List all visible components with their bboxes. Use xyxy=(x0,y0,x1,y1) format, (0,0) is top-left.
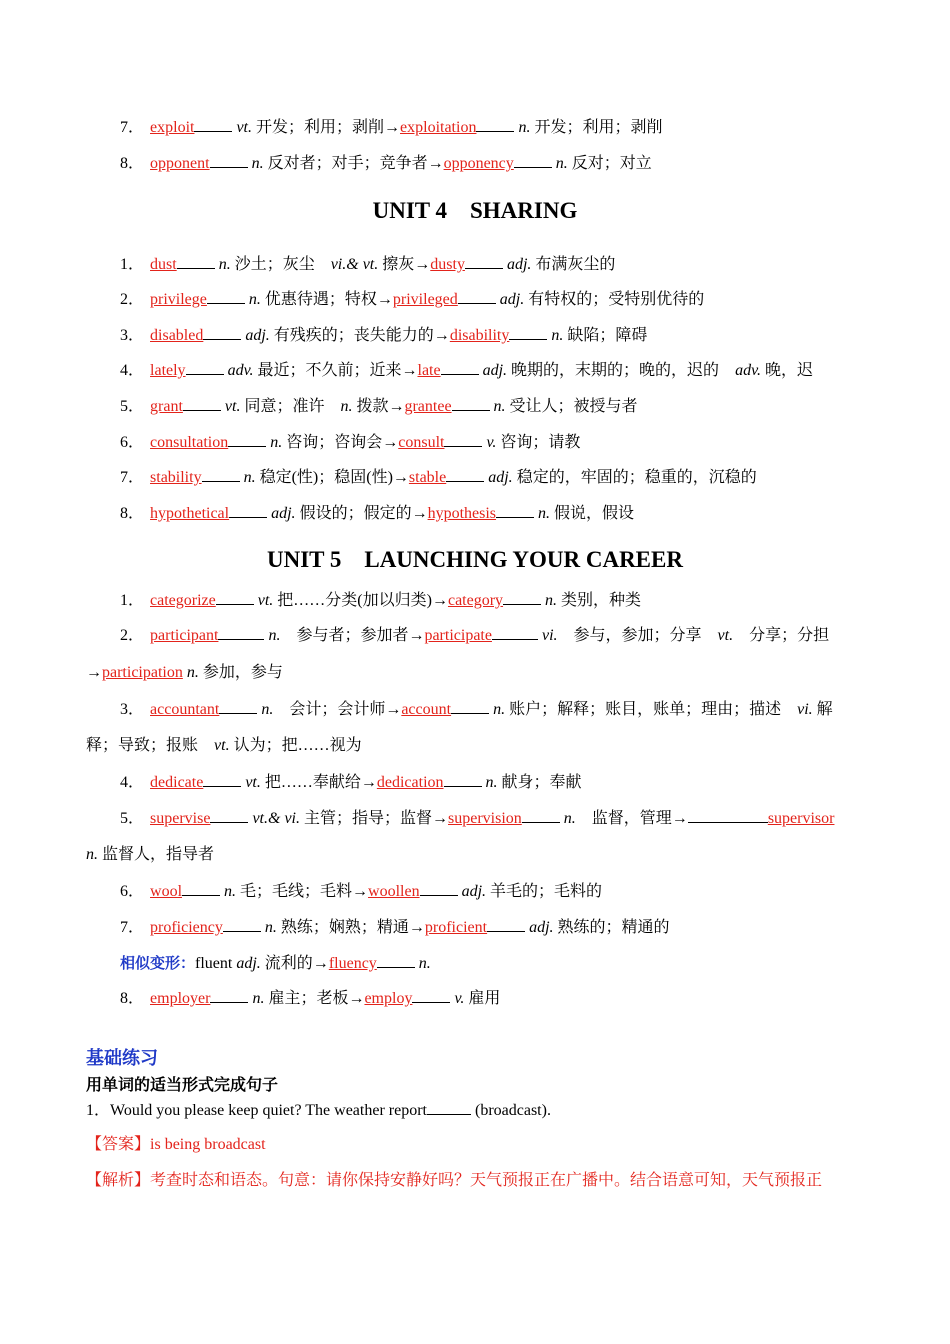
part-of-speech: n. xyxy=(252,990,265,1007)
answer-blank xyxy=(427,1100,471,1115)
part-of-speech: vt. xyxy=(717,627,734,644)
definition: 流利的→ xyxy=(260,955,329,972)
answer-blank xyxy=(509,325,547,340)
answer-word: accountant xyxy=(150,701,220,718)
answer-blank xyxy=(210,808,248,823)
item-number: 8． xyxy=(120,155,145,172)
base-word: fluent xyxy=(195,955,237,972)
definition: 雇主；老板→ xyxy=(264,990,365,1007)
answer-blank xyxy=(194,117,232,132)
vocab-item xyxy=(120,467,757,488)
answer-word: consult xyxy=(398,434,445,451)
answer-word: woollen xyxy=(368,883,420,900)
definition: 受让人；被授与者 xyxy=(505,398,638,415)
definition: 雇用 xyxy=(464,990,501,1007)
vocab-item xyxy=(120,625,829,646)
question-text: (broadcast). xyxy=(470,1102,551,1119)
question xyxy=(86,1100,551,1121)
answer-word: opponency xyxy=(443,155,514,172)
definition: 参与，参加；分享 xyxy=(557,627,718,644)
answer-blank xyxy=(229,503,267,518)
vocab-item xyxy=(120,117,662,138)
answer-word: supervision xyxy=(448,810,522,827)
vocab-item xyxy=(120,153,652,174)
part-of-speech: n. xyxy=(248,291,261,308)
answer-line xyxy=(86,1135,266,1155)
definition: 监督，管理→ xyxy=(575,810,688,827)
answer-word: grantee xyxy=(404,398,452,415)
answer-blank xyxy=(688,808,768,823)
answer-blank xyxy=(186,360,224,375)
analysis-label: 【解析】 xyxy=(86,1172,151,1189)
answer-word: participate xyxy=(424,627,492,644)
item-number: 5． xyxy=(120,810,145,827)
part-of-speech: n. xyxy=(243,469,256,486)
vocab-item xyxy=(120,917,670,938)
answer-blank xyxy=(216,590,254,605)
definition: 优惠待遇；特权→ xyxy=(260,291,393,308)
item-number: 4． xyxy=(120,774,145,791)
definition: 拨款→ xyxy=(352,398,405,415)
definition: 分享；分担 xyxy=(733,627,830,644)
answer-word: hypothetical xyxy=(150,505,230,522)
definition: 反对；对立 xyxy=(567,155,652,172)
answer-blank xyxy=(420,881,458,896)
part-of-speech: adj. xyxy=(499,291,525,308)
answer-blank xyxy=(441,360,479,375)
part-of-speech: n. xyxy=(340,398,353,415)
answer-word: stability xyxy=(150,469,202,486)
definition: 熟练；娴熟；精通→ xyxy=(276,919,425,936)
definition: 参加，参与 xyxy=(198,664,283,681)
definition: 假说，假设 xyxy=(550,505,635,522)
part-of-speech: vi. xyxy=(797,701,813,718)
definition: 类别，种类 xyxy=(557,592,642,609)
vocab-item xyxy=(120,503,634,524)
answer-blank xyxy=(522,808,560,823)
answer-blank xyxy=(202,467,240,482)
definition: 献身；奉献 xyxy=(497,774,582,791)
vocab-item xyxy=(120,289,704,310)
answer-word: privileged xyxy=(392,291,458,308)
question-number: 1． xyxy=(86,1102,111,1119)
part-of-speech: vi. xyxy=(541,627,558,644)
answer-label: 【答案】 xyxy=(86,1136,151,1153)
definition: 最近；不久前；近来→ xyxy=(253,362,418,379)
part-of-speech: v. xyxy=(486,434,497,451)
answer-word: exploitation xyxy=(400,119,477,136)
answer-blank xyxy=(465,254,503,269)
answer-word: employer xyxy=(150,990,211,1007)
definition: 擦灰→ xyxy=(378,256,431,273)
answer-word: dedicate xyxy=(150,774,204,791)
definition: 认为；把……视为 xyxy=(229,737,362,754)
answer-word: wool xyxy=(150,883,183,900)
answer-blank xyxy=(210,153,248,168)
answer-word: late xyxy=(417,362,441,379)
part-of-speech: n. xyxy=(551,327,564,344)
part-of-speech: vt. xyxy=(245,774,261,791)
definition: 咨询；咨询会→ xyxy=(282,434,399,451)
definition: 开发；利用；剥削 xyxy=(530,119,663,136)
answer-word: consultation xyxy=(150,434,229,451)
part-of-speech: n. xyxy=(218,256,231,273)
part-of-speech: n. xyxy=(555,155,568,172)
unit-title: UNIT 4 SHARING xyxy=(372,198,578,223)
answer-blank xyxy=(444,432,482,447)
part-of-speech: vt. xyxy=(236,119,252,136)
vocab-item xyxy=(120,772,582,793)
part-of-speech: adj. xyxy=(488,469,513,486)
part-of-speech: adj. xyxy=(506,256,532,273)
definition: 账户；解释；账目，账单；理由；描述 xyxy=(505,701,798,718)
part-of-speech: n. xyxy=(268,627,281,644)
part-of-speech: vt. xyxy=(257,592,274,609)
definition: 把……分类(加以归类)→ xyxy=(273,592,448,609)
answer-blank xyxy=(444,772,482,787)
definition: 主管；指导；监督→ xyxy=(300,810,449,827)
definition: 反对者；对手；竞争者→ xyxy=(263,155,444,172)
item-number: 4． xyxy=(120,362,145,379)
answer-word: grant xyxy=(150,398,183,415)
answer-word: privilege xyxy=(150,291,207,308)
similar-form-label: 相似变形： xyxy=(120,954,196,972)
answer-word: account xyxy=(401,701,452,718)
item-number: 1． xyxy=(120,256,145,273)
similar-form-note xyxy=(120,953,431,974)
part-of-speech: adj. xyxy=(529,919,554,936)
answer-blank xyxy=(183,396,221,411)
answer-word: disabled xyxy=(150,327,204,344)
item-number: 3． xyxy=(120,701,145,718)
part-of-speech: n. xyxy=(493,398,506,415)
analysis-text: 考查时态和语态。句意：请你保持安静好吗？天气预报正在广播中。结合语意可知，天气预报正 xyxy=(150,1172,823,1189)
answer-word: participant xyxy=(150,627,219,644)
answer-blank xyxy=(492,625,538,640)
answer-word: opponent xyxy=(150,155,210,172)
part-of-speech: adv. xyxy=(227,362,254,379)
answer-blank xyxy=(210,988,248,1003)
definition: 咨询；请教 xyxy=(496,434,581,451)
analysis-line xyxy=(86,1171,822,1191)
vocab-item-continued xyxy=(86,736,362,756)
part-of-speech: n. xyxy=(224,883,237,900)
vocab-item xyxy=(120,590,641,611)
answer-word: dusty xyxy=(430,256,465,273)
definition: 熟练的；精通的 xyxy=(553,919,670,936)
vocab-item xyxy=(120,254,615,275)
definition: 晚期的，末期的；晚的，迟的 xyxy=(507,362,736,379)
part-of-speech: n. xyxy=(186,664,199,681)
vocab-item xyxy=(120,881,602,902)
definition: 羊毛的；毛料的 xyxy=(486,883,603,900)
answer-blank xyxy=(503,590,541,605)
answer-blank xyxy=(177,254,215,269)
answer-text: is being broadcast xyxy=(150,1136,266,1153)
answer-blank xyxy=(487,917,525,932)
definition: 缺陷；障碍 xyxy=(563,327,648,344)
item-number: 6． xyxy=(120,434,145,451)
part-of-speech: n. xyxy=(563,810,576,827)
item-number: 7． xyxy=(120,119,145,136)
exercise-instruction: 用单词的适当形式完成句子 xyxy=(86,1075,279,1094)
definition: 参与者；参加者→ xyxy=(280,627,425,644)
definition: 晚，迟 xyxy=(760,362,813,379)
part-of-speech: adj. xyxy=(236,955,261,972)
answer-blank xyxy=(451,699,489,714)
part-of-speech: n. xyxy=(418,955,431,972)
definition: 把……奉献给→ xyxy=(260,774,377,791)
part-of-speech: vt.& vi. xyxy=(252,810,300,827)
part-of-speech: n. xyxy=(261,701,274,718)
definition: 沙土；灰尘 xyxy=(230,256,331,273)
part-of-speech: vt. xyxy=(224,398,241,415)
question-text: Would you please keep quiet? The weather report xyxy=(110,1102,427,1119)
vocab-item xyxy=(120,988,500,1009)
item-number: 8． xyxy=(120,505,145,522)
item-number: 1． xyxy=(120,592,145,609)
definition: 监督人，指导者 xyxy=(98,846,215,863)
definition: 解 xyxy=(812,701,833,718)
arrow: → xyxy=(86,664,102,681)
definition: 布满灰尘的 xyxy=(531,256,616,273)
answer-blank xyxy=(182,881,220,896)
answer-word: dust xyxy=(150,256,177,273)
item-number: 8． xyxy=(120,990,145,1007)
answer-blank xyxy=(207,289,245,304)
answer-blank xyxy=(203,325,241,340)
item-number: 7． xyxy=(120,469,145,486)
answer-word: supervise xyxy=(150,810,211,827)
definition: 毛；毛线；毛料→ xyxy=(236,883,369,900)
answer-word: exploit xyxy=(150,119,195,136)
part-of-speech: adj. xyxy=(245,327,270,344)
item-number: 3． xyxy=(120,327,145,344)
answer-blank xyxy=(458,289,496,304)
part-of-speech: adj. xyxy=(461,883,487,900)
definition: 同意；准许 xyxy=(240,398,341,415)
definition: 释；导致；报账 xyxy=(86,737,215,754)
part-of-speech: vi.& vt. xyxy=(330,256,379,273)
answer-blank xyxy=(412,988,450,1003)
definition: 开发；利用；剥削→ xyxy=(252,119,401,136)
vocab-item xyxy=(120,325,647,346)
part-of-speech: n. xyxy=(86,846,98,863)
part-of-speech: vt. xyxy=(214,737,230,754)
answer-word: proficient xyxy=(424,919,488,936)
definition: 会计；会计师→ xyxy=(273,701,402,718)
item-number: 5． xyxy=(120,398,145,415)
answer-blank xyxy=(219,699,257,714)
vocab-item-continued xyxy=(86,845,214,865)
vocab-item xyxy=(120,432,580,453)
part-of-speech: n. xyxy=(251,155,264,172)
item-number: 6． xyxy=(120,883,145,900)
answer-word: fluency xyxy=(328,955,377,972)
answer-word: employ xyxy=(364,990,413,1007)
part-of-speech: v. xyxy=(454,990,465,1007)
definition: 有残疾的；丧失能力的→ xyxy=(269,327,450,344)
part-of-speech: n. xyxy=(545,592,558,609)
answer-word: categorize xyxy=(150,592,216,609)
part-of-speech: n. xyxy=(264,919,277,936)
vocab-item xyxy=(120,699,833,720)
part-of-speech: adv. xyxy=(735,362,761,379)
answer-word: lately xyxy=(150,362,186,379)
answer-blank xyxy=(476,117,514,132)
answer-word: dedication xyxy=(376,774,444,791)
answer-word: hypothesis xyxy=(427,505,497,522)
answer-blank xyxy=(446,467,484,482)
answer-word: category xyxy=(447,592,504,609)
answer-blank xyxy=(377,953,415,968)
definition: 有特权的；受特别优待的 xyxy=(524,291,705,308)
vocab-item xyxy=(120,808,834,829)
definition: 稳定(性)；稳固(性)→ xyxy=(255,469,409,486)
answer-blank xyxy=(452,396,490,411)
part-of-speech: adj. xyxy=(271,505,296,522)
answer-blank xyxy=(514,153,552,168)
vocab-item xyxy=(120,396,638,417)
part-of-speech: adj. xyxy=(482,362,508,379)
answer-blank xyxy=(228,432,266,447)
part-of-speech: n. xyxy=(493,701,506,718)
answer-word: disability xyxy=(449,327,510,344)
item-number: 2． xyxy=(120,627,145,644)
answer-blank xyxy=(496,503,534,518)
definition: 稳定的，牢固的；稳重的，沉稳的 xyxy=(512,469,757,486)
part-of-speech: n. xyxy=(518,119,531,136)
part-of-speech: n. xyxy=(485,774,498,791)
answer-word: participation xyxy=(102,664,183,681)
answer-blank xyxy=(218,625,264,640)
section-title: 基础练习 xyxy=(86,1048,158,1069)
vocab-item-continued xyxy=(86,663,283,683)
part-of-speech: n. xyxy=(538,505,551,522)
answer-word: supervisor xyxy=(767,810,835,827)
answer-word: proficiency xyxy=(150,919,223,936)
unit-title: UNIT 5 LAUNCHING YOUR CAREER xyxy=(267,547,683,572)
answer-word: stable xyxy=(408,469,447,486)
answer-blank xyxy=(203,772,241,787)
item-number: 2． xyxy=(120,291,145,308)
answer-blank xyxy=(223,917,261,932)
item-number: 7． xyxy=(120,919,145,936)
vocab-item xyxy=(120,360,813,381)
part-of-speech: n. xyxy=(270,434,283,451)
definition: 假设的；假定的→ xyxy=(295,505,428,522)
